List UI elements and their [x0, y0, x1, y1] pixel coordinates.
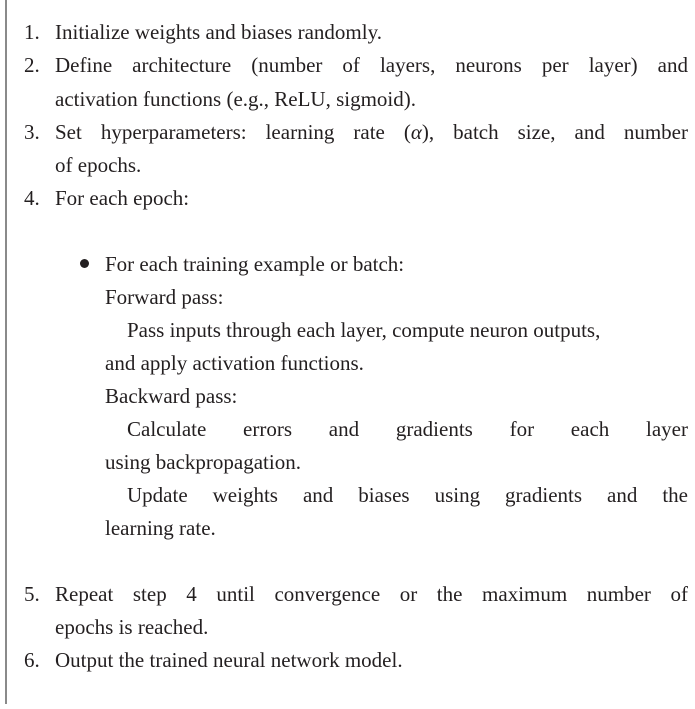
step-5-text-line-2: epochs is reached.	[55, 615, 209, 639]
step-5-text-line-1: Repeat step 4 until convergence or the maximum number of	[55, 582, 688, 606]
left-border-rule	[5, 0, 7, 704]
backward-pass-line-1: Calculate errors and gradients for each layer	[127, 417, 688, 441]
backward-pass-line-3: Update weights and biases using gradients and the	[127, 483, 688, 507]
backward-pass-line-4: learning rate.	[105, 516, 216, 540]
step-2-number: 2.	[24, 53, 40, 77]
step-3-text-a: Set hyperparameters: learning rate (	[55, 120, 411, 144]
forward-pass-line-2: and apply activation functions.	[105, 351, 364, 375]
alpha-symbol: α	[410, 120, 422, 144]
substep-heading: For each training example or batch:	[105, 252, 405, 276]
step-6-text: Output the trained neural network model.	[55, 648, 403, 672]
step-5-number: 5.	[24, 582, 40, 606]
backward-pass-line-2: using backpropagation.	[105, 450, 301, 474]
forward-pass-line-1: Pass inputs through each layer, compute neuron outputs,	[127, 318, 601, 342]
step-3-text-b: ), batch size, and number	[421, 120, 688, 144]
bullet-icon	[80, 259, 89, 268]
step-3-number: 3.	[24, 120, 40, 144]
step-4-text: For each epoch:	[55, 186, 190, 210]
step-3-text-line-2: of epochs.	[55, 153, 142, 177]
step-3-text-line-1	[55, 118, 688, 146]
step-2-text-line-1: Define architecture (number of layers, neurons per layer) and	[55, 53, 688, 77]
step-2-text-line-2: activation functions (e.g., ReLU, sigmoid).	[55, 87, 417, 111]
step-1-number: 1.	[24, 20, 40, 44]
forward-pass-label: Forward pass:	[105, 285, 224, 309]
backward-pass-label: Backward pass:	[105, 384, 238, 408]
step-6-number: 6.	[24, 648, 40, 672]
step-4-number: 4.	[24, 186, 40, 210]
step-1-text: Initialize weights and biases randomly.	[55, 20, 382, 44]
